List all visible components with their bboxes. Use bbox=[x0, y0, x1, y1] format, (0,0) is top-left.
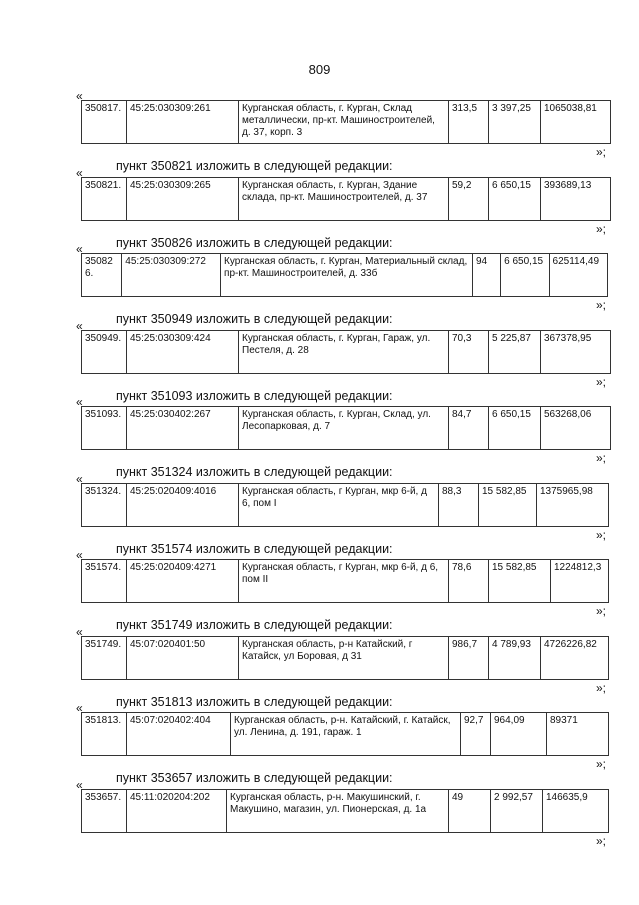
open-quote: « bbox=[76, 395, 83, 409]
cadastral-number-cell: 45:25:030402:267 bbox=[127, 407, 239, 450]
cadastral-number-cell: 45:25:030309:265 bbox=[127, 177, 239, 220]
rate-cell: 964,09 bbox=[491, 713, 547, 756]
open-quote: « bbox=[76, 548, 83, 562]
close-quote: »; bbox=[596, 833, 607, 848]
table-row bbox=[82, 636, 609, 679]
amendment-instruction: пункт 350826 изложить в следующей редакции: bbox=[116, 235, 393, 250]
open-quote: « bbox=[76, 242, 83, 256]
amendment-instruction: пункт 351574 изложить в следующей редакции: bbox=[116, 541, 393, 556]
amendment-instruction: пункт 351749 изложить в следующей редакции: bbox=[116, 618, 393, 632]
amendment-instruction: пункт 353657 изложить в следующей редакции: bbox=[116, 771, 393, 785]
open-quote: « bbox=[76, 165, 83, 180]
open-quote: « bbox=[76, 624, 83, 639]
open-quote: « bbox=[76, 471, 83, 486]
rate-cell: 6 650,15 bbox=[489, 177, 541, 220]
address-cell: Курганская область, г Курган, мкр 6-й, д 6, пом II bbox=[239, 560, 449, 603]
area-cell: 84,7 bbox=[449, 407, 489, 450]
cadastral-number-cell: 45:25:030309:261 bbox=[127, 101, 239, 144]
area-cell: 88,3 bbox=[439, 483, 479, 526]
item-number-cell: 351093. bbox=[82, 407, 127, 450]
rate-cell: 15 582,85 bbox=[479, 483, 537, 526]
value-cell: 4726226,82 bbox=[541, 636, 609, 679]
cadastral-number-cell: 45:25:030309:272 bbox=[122, 254, 221, 297]
item-number-cell: 353657. bbox=[82, 789, 127, 832]
value-cell: 367378,95 bbox=[541, 330, 611, 373]
amendment-instruction: пункт 350821 изложить в следующей редакции: bbox=[116, 159, 393, 173]
open-quote: « bbox=[76, 89, 83, 103]
close-quote: »; bbox=[596, 451, 607, 465]
area-cell: 78,6 bbox=[449, 560, 489, 603]
rate-cell: 6 650,15 bbox=[489, 407, 541, 450]
address-cell: Курганская область, г. Курган, Склад, ул. Лесопарковая, д. 7 bbox=[239, 407, 449, 450]
value-cell: 1224812,3 bbox=[551, 560, 609, 603]
value-cell: 1065038,81 bbox=[541, 101, 611, 144]
table-row bbox=[82, 407, 611, 450]
close-quote: »; bbox=[596, 145, 607, 159]
area-cell: 70,3 bbox=[449, 330, 489, 373]
cadastral-number-cell: 45:25:030309:424 bbox=[127, 330, 239, 373]
amendment-instruction: пункт 351324 изложить в следующей редакции: bbox=[116, 465, 393, 479]
close-quote: »; bbox=[596, 757, 607, 771]
item-number-cell: 351749. bbox=[82, 636, 127, 679]
value-cell: 393689,13 bbox=[541, 177, 611, 220]
page-number: 809 bbox=[308, 62, 331, 77]
item-number-cell: 350949. bbox=[82, 330, 127, 373]
address-cell: Курганская область, г. Курган, Здание склада, пр-кт. Машиностроителей, д. 37 bbox=[239, 177, 449, 220]
cadastral-number-cell: 45:07:020401:50 bbox=[127, 636, 239, 679]
address-cell: Курганская область, г. Курган, Склад металлически, пр-кт. Машиностроителей, д. 37, корп. 3 bbox=[239, 101, 449, 144]
amendment-instruction: пункт 351093 изложить в следующей редакции: bbox=[116, 388, 393, 403]
address-cell: Курганская область, г. Курган, Гараж, ул. Пестеля, д. 28 bbox=[239, 330, 449, 373]
entry-table bbox=[81, 789, 609, 833]
close-quote: »; bbox=[596, 374, 607, 389]
value-cell: 625114,49 bbox=[549, 254, 607, 297]
rate-cell: 5 225,87 bbox=[489, 330, 541, 373]
area-cell: 986,7 bbox=[449, 636, 489, 679]
cadastral-number-cell: 45:07:020402:404 bbox=[127, 713, 231, 756]
entry-table bbox=[81, 253, 608, 297]
area-cell: 49 bbox=[449, 789, 491, 832]
close-quote: »; bbox=[596, 298, 607, 312]
entry-table bbox=[81, 636, 609, 680]
item-number-cell: 351813. bbox=[82, 713, 127, 756]
address-cell: Курганская область, р-н. Макушинский, г. Макушино, магазин, ул. Пионерская, д. 1а bbox=[227, 789, 449, 832]
cadastral-number-cell: 45:25:020409:4271 bbox=[127, 560, 239, 603]
table-row bbox=[82, 560, 609, 603]
value-cell: 1375965,98 bbox=[537, 483, 609, 526]
close-quote: »; bbox=[596, 604, 607, 618]
open-quote: « bbox=[76, 701, 83, 715]
close-quote: »; bbox=[596, 680, 607, 695]
close-quote: »; bbox=[596, 221, 607, 236]
rate-cell: 4 789,93 bbox=[489, 636, 541, 679]
table-row bbox=[82, 254, 608, 297]
item-number-cell: 350817. bbox=[82, 101, 127, 144]
address-cell: Курганская область, р-н Катайский, г Катайск, ул Боровая, д 31 bbox=[239, 636, 449, 679]
area-cell: 92,7 bbox=[461, 713, 491, 756]
table-row bbox=[82, 330, 611, 373]
value-cell: 146635,9 bbox=[543, 789, 609, 832]
item-number-cell: 350821. bbox=[82, 177, 127, 220]
entry-table bbox=[81, 559, 609, 603]
value-cell: 89371 bbox=[547, 713, 609, 756]
rate-cell: 15 582,85 bbox=[489, 560, 551, 603]
amendment-instruction: пункт 350949 изложить в следующей редакции: bbox=[116, 312, 393, 326]
open-quote: « bbox=[76, 318, 83, 333]
entry-table bbox=[81, 177, 611, 221]
item-number-cell: 351324. bbox=[82, 483, 127, 526]
table-row bbox=[82, 101, 611, 144]
address-cell: Курганская область, р-н. Катайский, г. Катайск, ул. Ленина, д. 191, гараж. 1 bbox=[231, 713, 461, 756]
open-quote: « bbox=[76, 777, 83, 792]
entry-table bbox=[81, 712, 609, 756]
close-quote: »; bbox=[596, 527, 607, 542]
entry-table bbox=[81, 406, 611, 450]
item-number-cell: 350826. bbox=[82, 254, 122, 297]
entry-table bbox=[81, 483, 609, 527]
value-cell: 563268,06 bbox=[541, 407, 611, 450]
address-cell: Курганская область, г. Курган, Материальный склад, пр-кт. Машиностроителей, д. 33б bbox=[221, 254, 473, 297]
rate-cell: 2 992,57 bbox=[491, 789, 543, 832]
rate-cell: 6 650,15 bbox=[501, 254, 549, 297]
area-cell: 59,2 bbox=[449, 177, 489, 220]
table-row bbox=[82, 177, 611, 220]
address-cell: Курганская область, г Курган, мкр 6-й, д 6, пом I bbox=[239, 483, 439, 526]
entry-table bbox=[81, 330, 611, 374]
item-number-cell: 351574. bbox=[82, 560, 127, 603]
table-row bbox=[82, 789, 609, 832]
area-cell: 313,5 bbox=[449, 101, 489, 144]
cadastral-number-cell: 45:25:020409:4016 bbox=[127, 483, 239, 526]
rate-cell: 3 397,25 bbox=[489, 101, 541, 144]
table-row bbox=[82, 713, 609, 756]
entry-table bbox=[81, 100, 611, 144]
cadastral-number-cell: 45:11:020204:202 bbox=[127, 789, 227, 832]
table-row bbox=[82, 483, 609, 526]
area-cell: 94 bbox=[472, 254, 500, 297]
amendment-instruction: пункт 351813 изложить в следующей редакции: bbox=[116, 694, 393, 709]
